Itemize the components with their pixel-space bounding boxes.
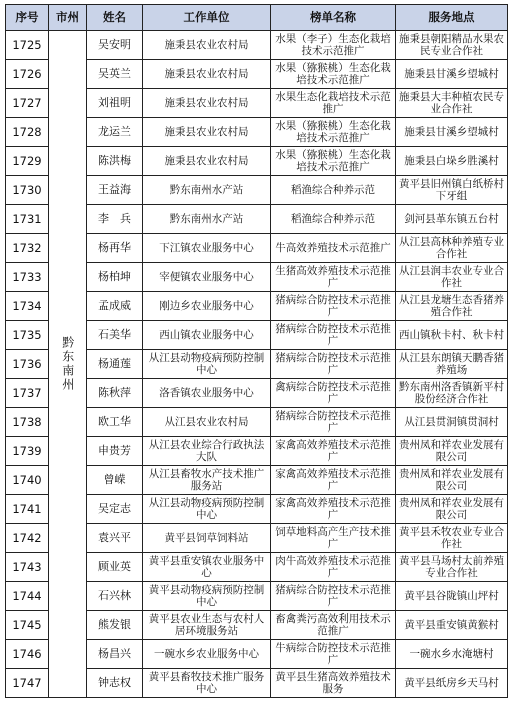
serial-number-cell: 1735 — [6, 321, 49, 350]
person-name-cell: 杨再华 — [87, 234, 143, 263]
serial-number-cell: 1734 — [6, 292, 49, 321]
service-location-cell: 黄平县马场村太前养殖专业合作社 — [396, 553, 508, 582]
city-cell: 黔东南州 — [49, 31, 87, 698]
serial-number-cell: 1737 — [6, 379, 49, 408]
work-unit-cell: 施秉县农业农村局 — [143, 60, 271, 89]
serial-number-cell: 1743 — [6, 553, 49, 582]
list-name-cell: 猪病综合防控技术示范推广 — [271, 408, 396, 437]
serial-number-cell: 1727 — [6, 89, 49, 118]
work-unit-cell: 从江县动物疫病预防控制中心 — [143, 495, 271, 524]
person-name-cell: 钟志权 — [87, 669, 143, 698]
list-name-cell: 稻渔综合种养示范 — [271, 205, 396, 234]
serial-number-cell: 1742 — [6, 524, 49, 553]
list-name-cell: 牛高效养殖技术示范推广 — [271, 234, 396, 263]
person-name-cell: 王益海 — [87, 176, 143, 205]
person-name-cell: 李 兵 — [87, 205, 143, 234]
serial-number-cell: 1731 — [6, 205, 49, 234]
service-location-cell: 黔东南州洛香镇新平村股份经济合作社 — [396, 379, 508, 408]
person-name-cell: 杨通莲 — [87, 350, 143, 379]
person-name-cell: 石美华 — [87, 321, 143, 350]
list-name-cell: 猪病综合防控技术示范推广 — [271, 292, 396, 321]
person-name-cell: 顾业英 — [87, 553, 143, 582]
list-name-cell: 饲草地料高产生产技术推广 — [271, 524, 396, 553]
serial-number-cell: 1740 — [6, 466, 49, 495]
service-location-cell: 从江县润丰农业专业合作社 — [396, 263, 508, 292]
list-name-cell: 肉牛高效养殖技术示范推广 — [271, 553, 396, 582]
service-location-cell: 黄平县谷陇镇山坪村 — [396, 582, 508, 611]
header-name: 姓名 — [87, 5, 143, 31]
work-unit-cell: 西山镇农业服务中心 — [143, 321, 271, 350]
work-unit-cell: 黄平县饲草饲料站 — [143, 524, 271, 553]
work-unit-cell: 从江县动物疫病预防控制中心 — [143, 350, 271, 379]
person-name-cell: 杨柏坤 — [87, 263, 143, 292]
header-service-location: 服务地点 — [396, 5, 508, 31]
list-name-cell: 家禽高效养殖技术示范推广 — [271, 437, 396, 466]
work-unit-cell: 宰便镇农业服务中心 — [143, 263, 271, 292]
work-unit-cell: 施秉县农业农村局 — [143, 89, 271, 118]
person-name-cell: 龙运兰 — [87, 118, 143, 147]
list-name-cell: 水果生态化栽培技术示范推广 — [271, 89, 396, 118]
list-name-cell: 水果（李子）生态化栽培技术示范推广 — [271, 31, 396, 60]
work-unit-cell: 黄平县农业生态与农村人居环境服务站 — [143, 611, 271, 640]
work-unit-cell: 黄平县动物疫病预防控制中心 — [143, 582, 271, 611]
header-work-unit: 工作单位 — [143, 5, 271, 31]
person-name-cell: 吴安明 — [87, 31, 143, 60]
serial-number-cell: 1736 — [6, 350, 49, 379]
person-name-cell: 申贵芳 — [87, 437, 143, 466]
award-list-table — [5, 4, 508, 698]
person-name-cell: 陈洪梅 — [87, 147, 143, 176]
service-location-cell: 黄平县旧州镇白纸桥村下牙组 — [396, 176, 508, 205]
service-location-cell: 施秉县白垛乡胜溪村 — [396, 147, 508, 176]
serial-number-cell: 1745 — [6, 611, 49, 640]
service-location-cell: 西山镇秋卡村、秋卡村 — [396, 321, 508, 350]
service-location-cell: 施秉县甘溪乡望城村 — [396, 118, 508, 147]
list-name-cell: 水果（猕猴桃）生态化栽培技术示范推广 — [271, 118, 396, 147]
serial-number-cell: 1747 — [6, 669, 49, 698]
person-name-cell: 陈秋萍 — [87, 379, 143, 408]
list-name-cell: 家禽高效养殖技术示范推广 — [271, 466, 396, 495]
service-location-cell: 贵州凤和祥农业发展有限公司 — [396, 495, 508, 524]
work-unit-cell: 从江县畜牧水产技术推广服务站 — [143, 466, 271, 495]
table-body — [6, 31, 508, 698]
serial-number-cell: 1726 — [6, 60, 49, 89]
header-list-name: 榜单名称 — [271, 5, 396, 31]
service-location-cell: 一碗水乡水淹塘村 — [396, 640, 508, 669]
work-unit-cell: 黄平县重安镇农业服务中心 — [143, 553, 271, 582]
table-header-row — [6, 5, 508, 31]
table-row — [6, 31, 508, 60]
serial-number-cell: 1733 — [6, 263, 49, 292]
serial-number-cell: 1746 — [6, 640, 49, 669]
serial-number-cell: 1739 — [6, 437, 49, 466]
work-unit-cell: 黄平县畜牧技术推广服务中心 — [143, 669, 271, 698]
serial-number-cell: 1738 — [6, 408, 49, 437]
serial-number-cell: 1725 — [6, 31, 49, 60]
service-location-cell: 施秉县朝阳精品水果农民专业合作社 — [396, 31, 508, 60]
serial-number-cell: 1744 — [6, 582, 49, 611]
work-unit-cell: 黔东南州水产站 — [143, 176, 271, 205]
work-unit-cell: 洛香镇农业服务中心 — [143, 379, 271, 408]
service-location-cell: 黄平县重安镇黄猴村 — [396, 611, 508, 640]
list-name-cell: 猪病综合防控技术示范推广 — [271, 350, 396, 379]
serial-number-cell: 1741 — [6, 495, 49, 524]
person-name-cell: 袁兴平 — [87, 524, 143, 553]
header-serial-number: 序号 — [6, 5, 49, 31]
person-name-cell: 刘祖明 — [87, 89, 143, 118]
work-unit-cell: 一碗水乡农业服务中心 — [143, 640, 271, 669]
service-location-cell: 贵州凤和祥农业发展有限公司 — [396, 466, 508, 495]
list-name-cell: 禽病综合防控技术示范推广 — [271, 379, 396, 408]
header-city: 市州 — [49, 5, 87, 31]
document-page — [5, 4, 508, 698]
list-name-cell: 猪病综合防控技术示范推广 — [271, 321, 396, 350]
work-unit-cell: 从江县农业综合行政执法大队 — [143, 437, 271, 466]
serial-number-cell: 1729 — [6, 147, 49, 176]
person-name-cell: 吴定志 — [87, 495, 143, 524]
list-name-cell: 畜禽粪污高效利用技术示范推广 — [271, 611, 396, 640]
list-name-cell: 牛病综合防控技术示范推广 — [271, 640, 396, 669]
person-name-cell: 杨昌兴 — [87, 640, 143, 669]
service-location-cell: 施秉县大丰种植农民专业合作社 — [396, 89, 508, 118]
service-location-cell: 贵州凤和祥农业发展有限公司 — [396, 437, 508, 466]
person-name-cell: 曾嵘 — [87, 466, 143, 495]
service-location-cell: 黄平县纸房乡天马村 — [396, 669, 508, 698]
list-name-cell: 黄平县生猪高效养殖技术服务 — [271, 669, 396, 698]
service-location-cell: 从江县贯洞镇贯洞村 — [396, 408, 508, 437]
person-name-cell: 欧工华 — [87, 408, 143, 437]
list-name-cell: 水果（猕猴桃）生态化栽培技术示范推广 — [271, 147, 396, 176]
service-location-cell: 从江县高林种养殖专业合作社 — [396, 234, 508, 263]
person-name-cell: 吴英兰 — [87, 60, 143, 89]
person-name-cell: 熊发银 — [87, 611, 143, 640]
work-unit-cell: 施秉县农业农村局 — [143, 118, 271, 147]
service-location-cell: 施秉县甘溪乡望城村 — [396, 60, 508, 89]
person-name-cell: 孟成威 — [87, 292, 143, 321]
list-name-cell: 稻渔综合种养示范 — [271, 176, 396, 205]
work-unit-cell: 施秉县农业农村局 — [143, 147, 271, 176]
service-location-cell: 从江县东朗镇天鹏香猪养殖场 — [396, 350, 508, 379]
work-unit-cell: 刚边乡农业服务中心 — [143, 292, 271, 321]
list-name-cell: 水果（猕猴桃）生态化栽培技术示范推广 — [271, 60, 396, 89]
serial-number-cell: 1730 — [6, 176, 49, 205]
service-location-cell: 剑河县革东镇五台村 — [396, 205, 508, 234]
service-location-cell: 黄平县禾牧农业专业合作社 — [396, 524, 508, 553]
list-name-cell: 猪病综合防控技术示范推广 — [271, 582, 396, 611]
list-name-cell: 家禽高效养殖技术示范推广 — [271, 495, 396, 524]
list-name-cell: 生猪高效养殖技术示范推广 — [271, 263, 396, 292]
serial-number-cell: 1728 — [6, 118, 49, 147]
work-unit-cell: 施秉县农业农村局 — [143, 31, 271, 60]
work-unit-cell: 下江镇农业服务中心 — [143, 234, 271, 263]
work-unit-cell: 从江县农业农村局 — [143, 408, 271, 437]
service-location-cell: 从江县龙塘生态香猪养殖合作社 — [396, 292, 508, 321]
person-name-cell: 石兴林 — [87, 582, 143, 611]
work-unit-cell: 黔东南州水产站 — [143, 205, 271, 234]
serial-number-cell: 1732 — [6, 234, 49, 263]
